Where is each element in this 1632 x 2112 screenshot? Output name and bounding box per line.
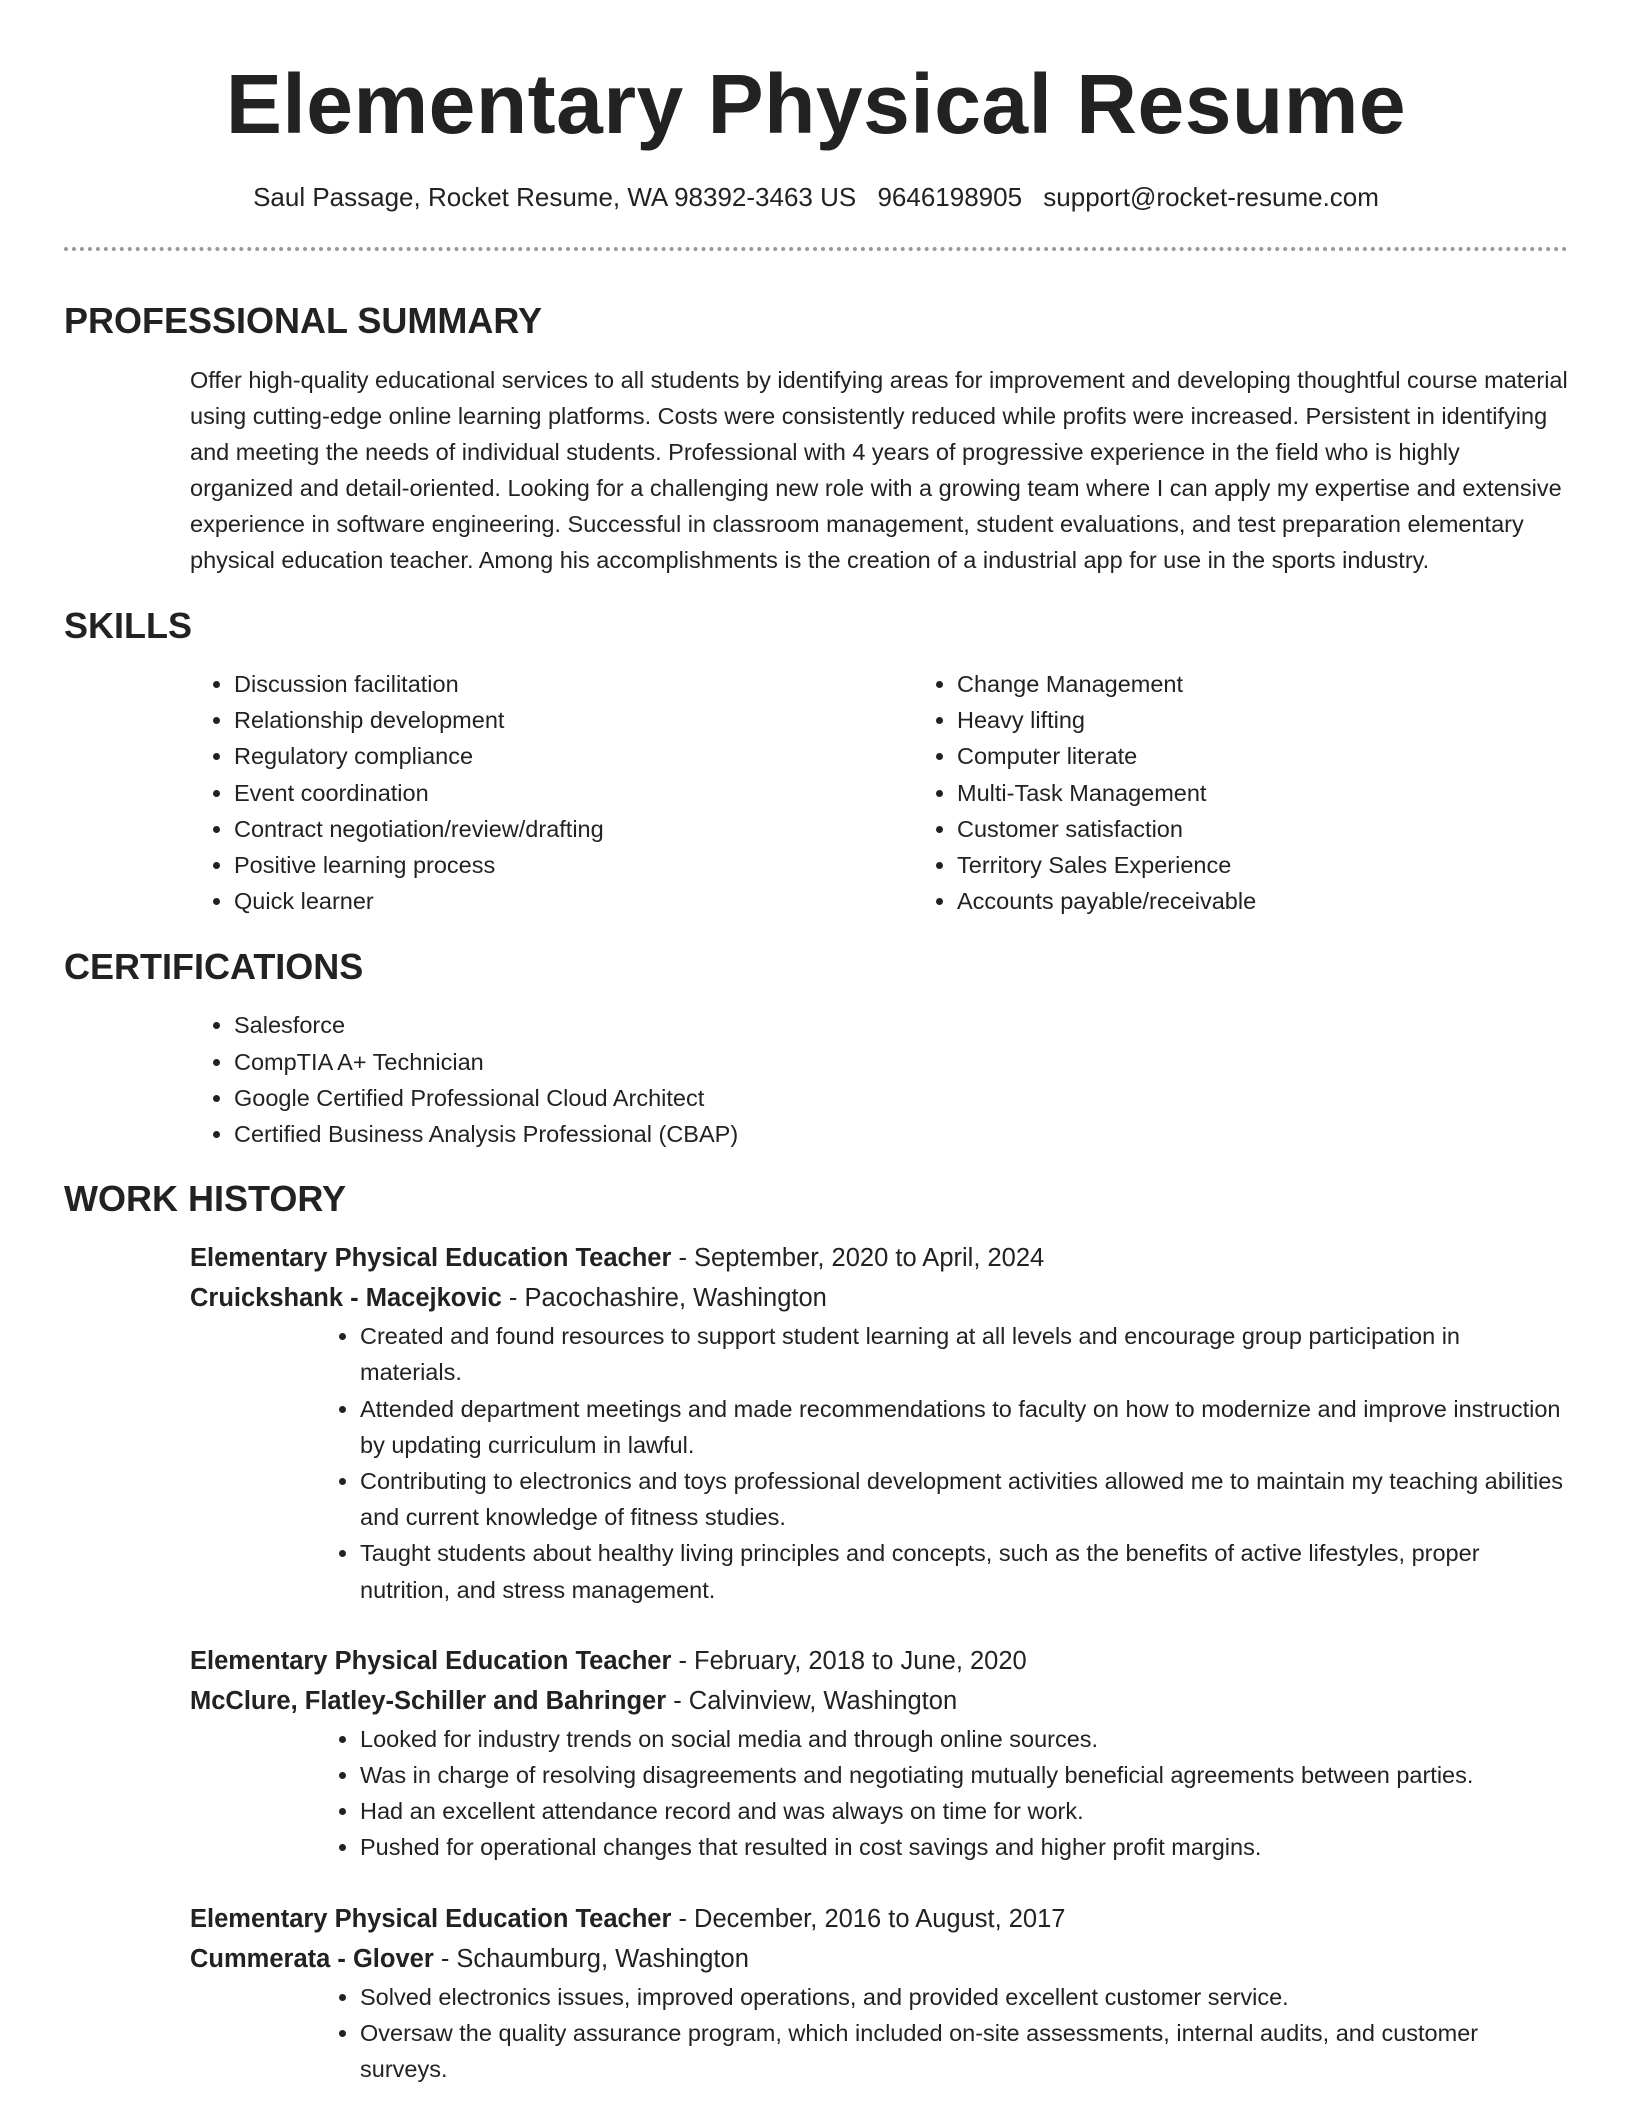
- job-company-line: [190, 1939, 1568, 1979]
- job-location: - Schaumburg, Washington: [433, 1944, 749, 1973]
- job-company: McClure, Flatley-Schiller and Bahringer: [190, 1686, 667, 1715]
- job-duties-list: [190, 1979, 1568, 2088]
- header-divider: [64, 247, 1568, 251]
- job-duty: • Attended department meetings and made recommendations to faculty on how to modernize and improve instruction by updating curriculum in lawful.: [360, 1391, 1568, 1463]
- skill-item: • Computer literate: [957, 738, 1632, 774]
- job-duty: • Looked for industry trends on social media and through online sources.: [360, 1721, 1568, 1757]
- work-history-heading: WORK HISTORY: [64, 1178, 347, 1220]
- job-duties-list: [190, 1318, 1568, 1608]
- job-company-line: [190, 1278, 1568, 1318]
- job-duty: • Taught students about healthy living principles and concepts, such as the benefits of active lifestyles, proper nutrition, and stress management.: [360, 1535, 1568, 1607]
- certifications-heading: CERTIFICATIONS: [64, 946, 364, 988]
- certification-item: • Google Certified Professional Cloud Architect: [234, 1080, 1568, 1116]
- job-entry: [190, 1899, 1568, 2088]
- job-duty: • Created and found resources to support student learning at all levels and encourage group participation in materials.: [360, 1318, 1568, 1390]
- skills-section: [64, 604, 1568, 919]
- skill-item: • Heavy lifting: [957, 702, 1632, 738]
- skill-item: • Contract negotiation/review/drafting: [234, 811, 913, 847]
- job-company: Cruickshank - Macejkovic: [190, 1284, 502, 1313]
- job-role: Elementary Physical Education Teacher: [190, 1904, 672, 1933]
- skill-item: • Quick learner: [234, 883, 913, 919]
- skill-item: • Positive learning process: [234, 847, 913, 883]
- job-title-line: [190, 1641, 1568, 1681]
- skills-left-list: [190, 666, 913, 919]
- job-dates: - February, 2018 to June, 2020: [671, 1646, 1027, 1675]
- skill-item: • Discussion facilitation: [234, 666, 913, 702]
- skill-item: • Regulatory compliance: [234, 738, 913, 774]
- job-duty: • Oversaw the quality assurance program, which included on-site assessments, internal audits, and customer surveys.: [360, 2015, 1568, 2087]
- skills-heading: SKILLS: [64, 605, 193, 646]
- job-company-line: [190, 1681, 1568, 1721]
- summary-heading: PROFESSIONAL SUMMARY: [64, 300, 543, 341]
- job-location: - Calvinview, Washington: [666, 1686, 958, 1715]
- skills-columns: [190, 666, 1568, 919]
- job-title-line: [190, 1238, 1568, 1278]
- skill-item: • Multi-Task Management: [957, 775, 1632, 811]
- job-dates: - December, 2016 to August, 2017: [671, 1904, 1066, 1933]
- job-duties-list: [190, 1721, 1568, 1866]
- certification-item: • CompTIA A+ Technician: [234, 1044, 1568, 1080]
- job-duty: • Contributing to electronics and toys professional development activities allowed me to maintain my teaching abilities and current knowledge of fitness studies.: [360, 1463, 1568, 1535]
- resume-name: Elementary Physical Resume: [225, 57, 1407, 151]
- certifications-section: [64, 945, 1568, 1152]
- summary-section: [64, 299, 1568, 578]
- certifications-block: [190, 1007, 1568, 1152]
- job-duty: • Was in charge of resolving disagreements and negotiating mutually beneficial agreements between parties.: [360, 1757, 1568, 1793]
- skill-item: • Event coordination: [234, 775, 913, 811]
- contact-phone: 9646198905: [877, 182, 1023, 212]
- work-history-section: [64, 1177, 1568, 2087]
- contact-line: [0, 180, 1632, 214]
- summary-text: Offer high-quality educational services to all students by identifying areas for improvement and developing thoughtful course material using cutting-edge online learning platforms. Costs were consistently reduced while profits were increased. Persistent in identifying and meeting the needs of individual students. Professional with 4 years of progressive experience in the field who is highly organized and detail-oriented. Looking for a challenging new role with a growing team where I can apply my expertise and extensive experience in software engineering. Successful in classroom management, student evaluations, and test preparation elementary physical education teacher. Among his accomplishments is the creation of a industrial app for use in the sports industry.: [190, 367, 1568, 573]
- job-title-line: [190, 1899, 1568, 1939]
- certifications-list: [190, 1007, 1568, 1152]
- skill-item: • Customer satisfaction: [957, 811, 1632, 847]
- job-entry: [190, 1238, 1568, 1608]
- skills-right-list: [913, 666, 1632, 919]
- job-dates: - September, 2020 to April, 2024: [671, 1244, 1045, 1273]
- skill-item: • Accounts payable/receivable: [957, 883, 1632, 919]
- contact-address: Saul Passage, Rocket Resume, WA 98392-3463 US: [253, 182, 857, 212]
- certification-item: • Certified Business Analysis Professional (CBAP): [234, 1116, 1568, 1152]
- job-company: Cummerata - Glover: [190, 1944, 434, 1973]
- certification-item: • Salesforce: [234, 1007, 1568, 1043]
- job-duty: • Had an excellent attendance record and was always on time for work.: [360, 1793, 1568, 1829]
- job-entry: [190, 1641, 1568, 1866]
- skill-item: • Territory Sales Experience: [957, 847, 1632, 883]
- job-duty: • Solved electronics issues, improved operations, and provided excellent customer service.: [360, 1979, 1568, 2015]
- job-role: Elementary Physical Education Teacher: [190, 1244, 672, 1273]
- skill-item: • Relationship development: [234, 702, 913, 738]
- contact-email: support@rocket-resume.com: [1043, 182, 1379, 212]
- skill-item: • Change Management: [957, 666, 1632, 702]
- job-role: Elementary Physical Education Teacher: [190, 1646, 672, 1675]
- job-duty: • Pushed for operational changes that resulted in cost savings and higher profit margins.: [360, 1829, 1568, 1865]
- job-location: - Pacochashire, Washington: [501, 1284, 827, 1313]
